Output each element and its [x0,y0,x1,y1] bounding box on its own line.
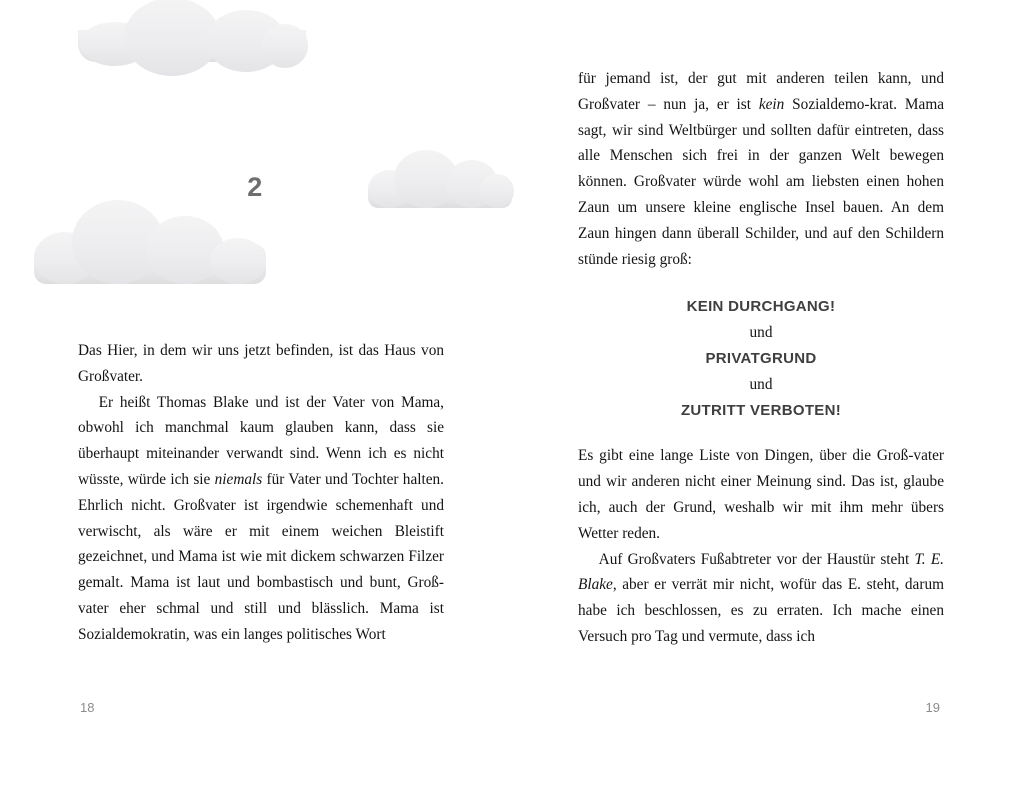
sign-line: KEIN DURCHGANG! [686,298,836,316]
right-page-text-column [578,66,944,650]
paragraph: Auf Großvaters Fußabtreter vor der Haustür steht T. E. Blake, aber er verrät mir nicht, wofür das E. steht, darum habe ich beschlossen, es zu erraten. Ich mache einen Versuch pro Tag und vermute, dass ich [578,550,944,645]
sign-line: ZUTRITT VERBOTEN! [680,401,842,419]
chapter-number: 2 [247,172,263,202]
emphasised-text: niemals [214,470,263,488]
emphasised-text: T. E. Blake [578,550,944,594]
paragraph: Es gibt eine lange Liste von Dingen, über die Groß-vater und wir anderen nicht einer Meinung sind. Das ist, glaube ich, auch der Grund, weshalb wir mit ihm mehr übers Wetter reden. [578,447,944,542]
page-number-right: 19 [925,700,940,715]
sign-conjunction: und [749,375,773,393]
right-page [510,0,1020,793]
sign-text-block [578,294,944,423]
sign-conjunction: und [749,324,773,342]
sign-line: PRIVATGRUND [705,349,817,367]
cloud-middle-left-icon [34,198,266,284]
cloud-top-left-icon [78,0,306,62]
page-number-left: 18 [80,700,95,715]
paragraph: für jemand ist, der gut mit anderen teilen kann, und Großvater – nun ja, er ist kein Sozialdemo-krat. Mama sagt, wir sind Weltbürger und sollten dafür eintreten, dass alle Menschen sich frei in der ganzen Welt bewegen können. Großvater würde wohl am liebsten einen hohen Zaun um unsere kleine englische Insel bauen. An dem Zaun hingen dann überall Schilder, und auf den Schildern stünde riesig groß: [578,70,945,268]
emphasised-text: kein [758,95,785,113]
paragraph: Er heißt Thomas Blake und ist der Vater von Mama, obwohl ich manchmal kaum glauben kann, dass sie überhaupt miteinander verwandt sind. Wenn ich es nicht wüsste, würde ich sie niemals für Vater und Tochter halten. Ehrlich nicht. Großvater ist irgendwie schemenhaft und verwischt, als wäre er mit einem weichen Bleistift gezeichnet, und Mama ist wie mit dickem schwarzen Filzer gemalt. Mama ist laut und bombastisch und bunt, Groß-vater eher schmal und still und blässlich. Mama ist Sozialdemokratin, was ein langes politisches Wort [78,393,445,643]
paragraph: Das Hier, in dem wir uns jetzt befinden, ist das Haus von Großvater. [78,342,444,385]
left-page-text-column [78,338,444,648]
